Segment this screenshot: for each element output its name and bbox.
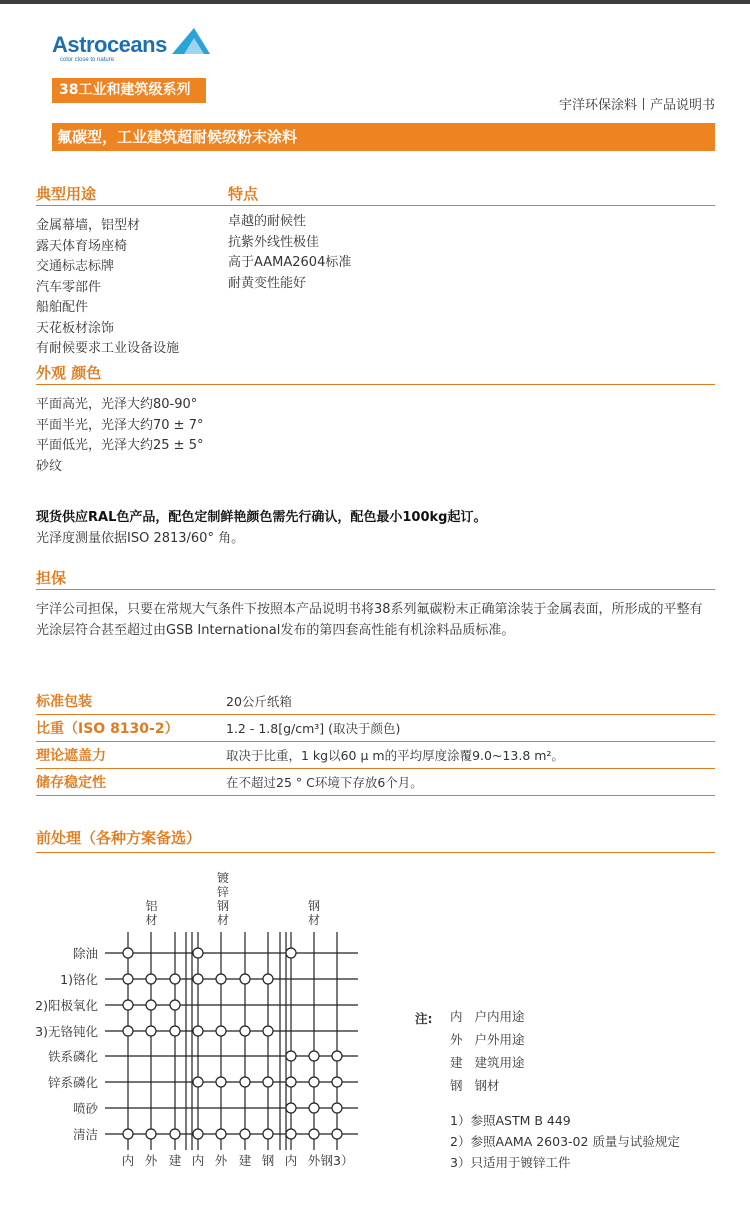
mark-circle: [332, 1103, 342, 1113]
uses-heading: 典型用途: [36, 185, 97, 203]
mark-circle: [193, 1129, 203, 1139]
mark-circle: [170, 1129, 180, 1139]
mark-circle: [240, 1026, 250, 1036]
mark-circle: [286, 1051, 296, 1061]
divider: [36, 589, 715, 590]
mark-circle: [146, 1129, 156, 1139]
mark-circle: [193, 1026, 203, 1036]
row-label: 除油: [72, 946, 98, 961]
list-item: 船舶配件: [36, 300, 89, 315]
legend-item: 建 建筑用途: [450, 1055, 525, 1070]
row-label: 1)铬化: [60, 972, 98, 987]
list-item: 天花板材涂饰: [36, 320, 115, 336]
list-item: 金属幕墙，铝型材: [36, 218, 141, 233]
mark-circle: [216, 1026, 226, 1036]
column-label: 内: [121, 1153, 135, 1168]
mark-circle: [123, 1026, 133, 1036]
series-tag: 38工业和建筑级系列: [52, 78, 206, 103]
mark-circle: [216, 1129, 226, 1139]
list-item: 平面低光，光泽大约25 ± 5°: [36, 438, 204, 453]
warranty-heading: 担保: [36, 569, 67, 587]
mark-circle: [263, 1026, 273, 1036]
mark-circle: [286, 1129, 296, 1139]
spec-value: 取决于比重，1 kg以60 μ m的平均厚度涂覆9.0~13.8 m²。: [226, 748, 564, 763]
spec-value: 1.2 - 1.8[g/cm³] (取决于颜色): [226, 721, 401, 736]
mark-circle: [286, 1103, 296, 1113]
company-doc-title: 宇洋环保涂料丨产品说明书: [558, 98, 715, 113]
list-item: 抗紫外线性极佳: [228, 234, 320, 250]
features-heading: 特点: [228, 185, 259, 203]
top-bar: [0, 0, 750, 4]
reference-list: [450, 1111, 680, 1174]
spec-row: [36, 688, 715, 715]
features-list: [228, 212, 351, 294]
list-item: 交通标志标牌: [36, 259, 115, 274]
column-label: 建: [168, 1153, 182, 1168]
mark-circle: [216, 974, 226, 984]
row-label: 清洁: [72, 1127, 98, 1142]
spec-label: 储存稳定性: [36, 775, 106, 791]
mark-circle: [170, 974, 180, 984]
list-item: 高于AAMA2604标准: [228, 255, 352, 270]
list-item: 汽车零部件: [36, 279, 102, 295]
group-label: 材: [216, 913, 230, 927]
company-logo: [52, 24, 212, 70]
spec-row: [36, 715, 715, 742]
legend-list: [450, 1007, 524, 1099]
column-label: 建: [238, 1153, 252, 1168]
spec-value: 在不超过25 ° C环境下存放6个月。: [226, 775, 423, 790]
column-label: 外: [214, 1153, 228, 1168]
spec-row: [36, 742, 715, 769]
spec-table: [36, 688, 715, 796]
mark-circle: [332, 1051, 342, 1061]
mark-circle: [170, 1000, 180, 1010]
appearance-list: [36, 395, 203, 477]
reference-item: 3）只适用于镀锌工件: [450, 1155, 571, 1170]
list-item: 露天体育场座椅: [36, 238, 128, 254]
group-label: 镀: [216, 871, 230, 885]
mark-circle: [309, 1077, 319, 1087]
pretreatment-grid: [0, 860, 400, 1180]
gloss-note: 光泽度测量依据ISO 2813/60° 角。: [36, 531, 245, 546]
mark-circle: [123, 1000, 133, 1010]
product-title: 氟碳型，工业建筑超耐候级粉末涂料: [52, 123, 715, 151]
list-item: 有耐候要求工业设备设施: [36, 341, 180, 356]
reference-item: 1）参照ASTM B 449: [450, 1113, 571, 1128]
divider: [36, 852, 715, 853]
list-item: 砂纹: [36, 458, 63, 474]
warranty-text: 宇洋公司担保，只要在常规大气条件下按照本产品说明书将38系列氟碳粉末正确第涂装于金属表面，所形成的平整有光涂层符合甚至超过由GSB International发布的第四套高性能有机涂料品质标准。: [36, 602, 703, 638]
row-label: 3)无铬钝化: [35, 1024, 98, 1039]
group-label: 铝: [145, 899, 158, 913]
mark-circle: [286, 1077, 296, 1087]
pretreatment-heading: 前处理（各种方案备选）: [36, 829, 202, 847]
group-label: 钢: [307, 899, 321, 913]
mark-circle: [216, 1077, 226, 1087]
logo-mountain-icon: [170, 26, 210, 56]
group-label: 材: [145, 913, 158, 927]
column-label: 钢: [261, 1153, 275, 1168]
column-label: 内: [284, 1153, 298, 1168]
mark-circle: [193, 974, 203, 984]
mark-circle: [146, 1000, 156, 1010]
row-label: 铁系磷化: [47, 1049, 98, 1064]
column-label: 钢3）: [320, 1153, 354, 1168]
group-label: 材: [307, 913, 321, 927]
legend-item: 外 户外用途: [450, 1032, 525, 1047]
spec-label: 比重（ISO 8130-2）: [36, 721, 179, 737]
mark-circle: [240, 974, 250, 984]
group-label: 锌: [216, 885, 230, 899]
notes-label: 注:: [415, 1011, 433, 1026]
divider: [36, 205, 715, 206]
mark-circle: [309, 1103, 319, 1113]
spec-row: [36, 769, 715, 796]
mark-circle: [309, 1129, 319, 1139]
list-item: 卓越的耐候性: [228, 214, 307, 229]
divider: [36, 384, 715, 385]
mark-circle: [123, 1129, 133, 1139]
row-label: 锌系磷化: [47, 1075, 98, 1090]
row-label: 喷砂: [72, 1101, 98, 1116]
mark-circle: [123, 974, 133, 984]
legend-item: 内 户内用途: [450, 1009, 525, 1024]
mark-circle: [286, 948, 296, 958]
column-label: 内: [191, 1153, 205, 1168]
mark-circle: [263, 1077, 273, 1087]
mark-circle: [170, 1026, 180, 1036]
mark-circle: [193, 1077, 203, 1087]
mark-circle: [263, 974, 273, 984]
mark-circle: [146, 1026, 156, 1036]
mark-circle: [309, 1051, 319, 1061]
column-label: 外: [144, 1153, 158, 1168]
mark-circle: [193, 948, 203, 958]
list-item: 耐黄变性能好: [228, 275, 307, 291]
group-label: 钢: [216, 899, 230, 913]
mark-circle: [123, 948, 133, 958]
mark-circle: [332, 1129, 342, 1139]
row-label: 2)阳极氧化: [35, 998, 98, 1013]
spec-label: 标准包装: [36, 694, 92, 710]
logo-tagline: color close to nature: [60, 57, 115, 63]
list-item: 平面半光，光泽大约70 ± 7°: [36, 417, 204, 433]
legend-item: 钢 钢材: [450, 1078, 500, 1093]
column-label: 外: [307, 1153, 321, 1168]
spec-label: 理论遮盖力: [36, 748, 106, 764]
mark-circle: [240, 1129, 250, 1139]
reference-item: 2）参照AAMA 2603-02 质量与试验规定: [450, 1134, 680, 1149]
list-item: 平面高光，光泽大约80-90°: [36, 397, 198, 412]
logo-text: Astroceans: [52, 32, 167, 57]
mark-circle: [332, 1077, 342, 1087]
mark-circle: [263, 1129, 273, 1139]
mark-circle: [146, 974, 156, 984]
supply-note: 现货供应RAL色产品，配色定制鲜艳颜色需先行确认，配色最小100kg起订。: [36, 510, 487, 525]
mark-circle: [240, 1077, 250, 1087]
spec-value: 20公斤纸箱: [226, 694, 292, 709]
appearance-heading: 外观 颜色: [36, 364, 102, 382]
uses-list: [36, 216, 179, 360]
